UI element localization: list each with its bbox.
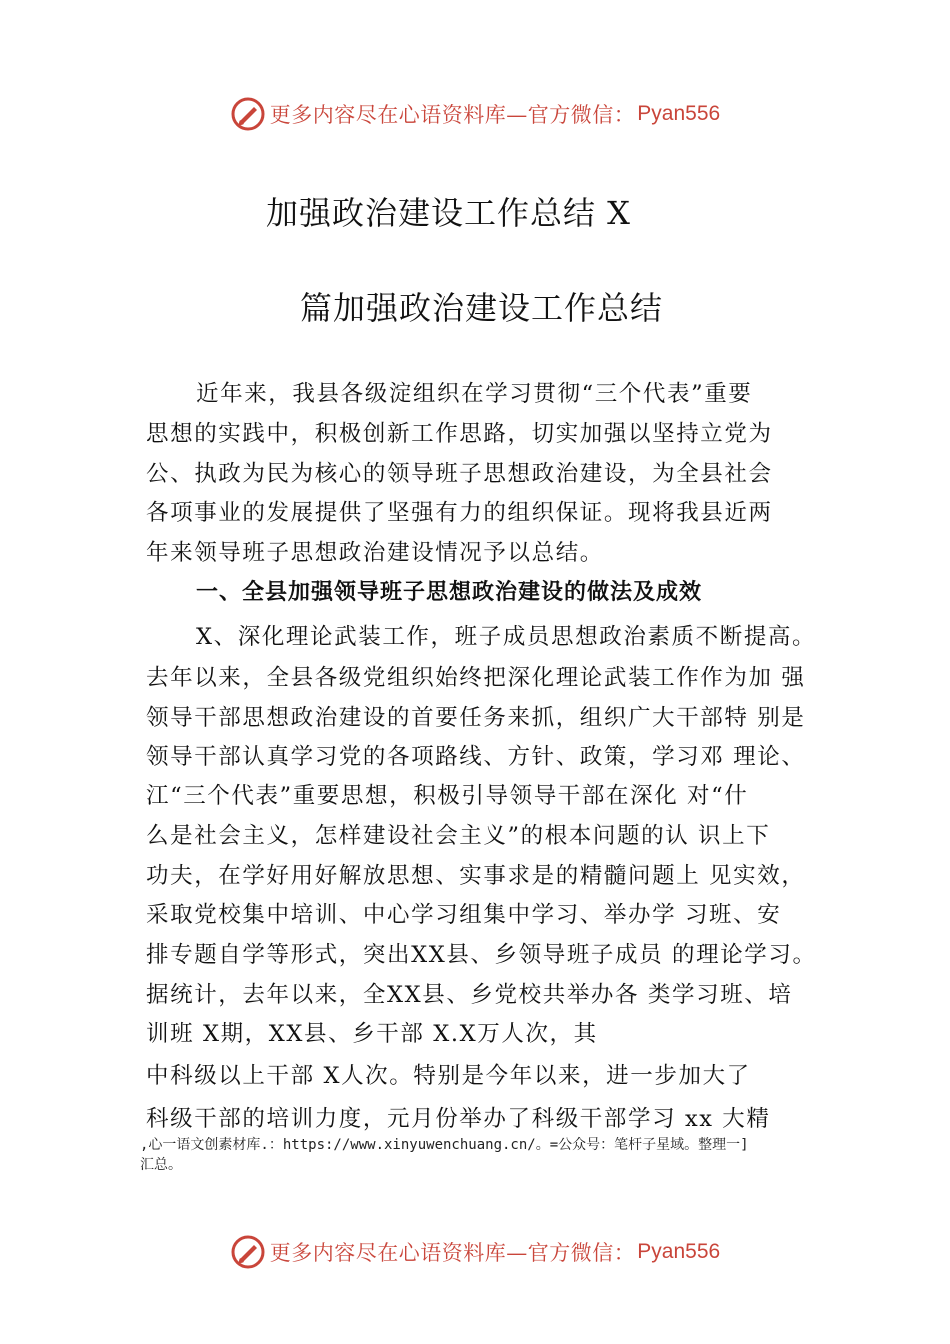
footer-banner: [0, 1232, 950, 1272]
body-line: X、深化理论武装工作，班子成员思想政治素质不断提高。: [196, 624, 817, 650]
body-line: 公、执政为民为核心的领导班子思想政治建设，为全县社会: [146, 461, 773, 487]
body-line: 训班 X期，XX县、乡干部 X.X万人次，其: [146, 1021, 598, 1047]
footnote-line-2: 汇总。: [140, 1157, 182, 1173]
body-line: 近年来，我县各级淀组织在学习贯彻“三个代表”重要: [196, 381, 753, 407]
section-heading: 一、全县加强领导班子思想政治建设的做法及成效: [196, 580, 703, 605]
document-title-line-1: 加强政治建设工作总结 X: [266, 194, 631, 232]
header-banner: [0, 94, 950, 134]
banner-wechat-id: Pyan556: [637, 102, 721, 125]
pen-logo-icon: [230, 1234, 266, 1270]
body-line: 科级干部的培训力度，元月份举办了科级干部学习 xx 大精: [146, 1106, 771, 1132]
banner-text: 更多内容尽在心语资料库—官方微信：: [269, 103, 636, 127]
body-line: 功夫，在学好用好解放思想、实事求是的精髓问题上 见实效，: [146, 863, 806, 889]
body-line: 年来领导班子思想政治建设情况予以总结。: [146, 540, 604, 566]
banner-wechat-id: Pyan556: [637, 1240, 721, 1263]
banner-text: 更多内容尽在心语资料库—官方微信：: [269, 1241, 636, 1265]
body-line: 么是社会主义，怎样建设社会主义”的根本问题的认 识上下: [146, 823, 771, 849]
document-title-line-2: 篇加强政治建设工作总结: [300, 289, 664, 327]
body-line: 江“三个代表”重要思想，积极引导领导干部在深化 对“什: [146, 783, 749, 809]
pen-logo-icon: [230, 96, 266, 132]
body-line: 据统计，去年以来，全XX县、乡党校共举办各 类学习班、培: [146, 982, 793, 1008]
body-line: 去年以来，全县各级党组织始终把深化理论武装工作作为加 强: [146, 665, 806, 691]
body-line: 领导干部认真学习党的各项路线、方针、政策，学习邓 理论、: [146, 744, 806, 770]
footnote-line-1: ,心一语文创素材库.：https://www.xinyuwenchuang.cn/。=公众号：笔杆子星域。整理一]: [140, 1137, 749, 1153]
body-line: 排专题自学等形式，突出XX县、乡领导班子成员 的理论学习。: [146, 942, 817, 968]
body-line: 领导干部思想政治建设的首要任务来抓，组织广大干部特 别是: [146, 705, 806, 731]
body-line: 各项事业的发展提供了坚强有力的组织保证。现将我县近两: [146, 500, 773, 526]
body-line: 中科级以上干部 X人次。特别是今年以来，进一步加大了: [146, 1063, 751, 1089]
body-line: 思想的实践中，积极创新工作思路，切实加强以坚持立党为: [146, 421, 773, 447]
body-line: 采取党校集中培训、中心学习组集中学习、举办学 习班、安: [146, 902, 782, 928]
